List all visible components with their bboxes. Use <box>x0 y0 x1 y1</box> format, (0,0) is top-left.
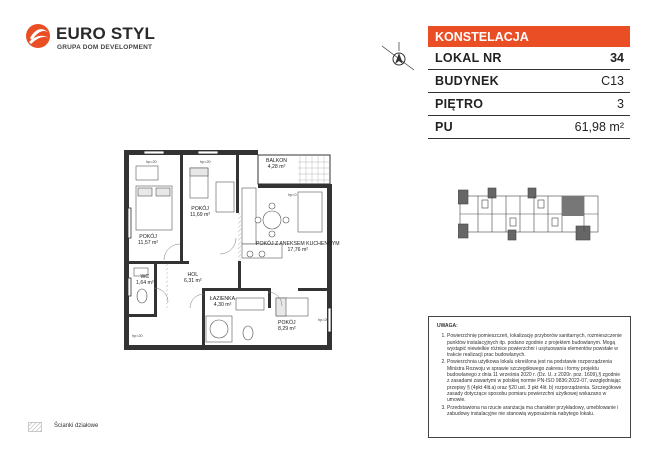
info-row-floor <box>428 93 630 116</box>
partition-wall-swatch-icon <box>28 422 42 432</box>
info-row-unit-number <box>428 47 630 70</box>
room-label-wc <box>136 274 154 286</box>
room-area: 4,30 m² <box>213 302 232 308</box>
note-item: 3. Przedstawiona na rzucie aranżacja ma charakter przykładowy, umeblowanie i zabudowy instalacyjne nie stanowią wyposażenia nabytego lokalu. <box>447 405 622 418</box>
notes-box <box>428 316 631 438</box>
brand-tagline: GRUPA DOM DEVELOPMENT <box>57 44 153 51</box>
info-value: C13 <box>601 74 624 88</box>
info-key: PIĘTRO <box>435 97 484 111</box>
room-area: 17,76 m² <box>287 247 309 253</box>
project-name: KONSTELACJA <box>428 26 630 47</box>
height-mark: hp=20 <box>132 334 143 338</box>
room-label-hol <box>184 272 202 284</box>
eurostyl-logo-icon <box>24 22 52 50</box>
room-label-lazienka <box>210 296 235 308</box>
room-label-pokoj-3 <box>278 320 296 332</box>
room-name: ŁAZIENKA <box>210 296 236 302</box>
room-name: WC <box>140 274 150 280</box>
floor-plan <box>118 148 350 356</box>
room-area: 6,31 m² <box>184 278 202 284</box>
info-row-usable-area <box>428 116 630 139</box>
building-location-minimap <box>458 186 600 242</box>
height-mark: hp=20 <box>146 160 157 164</box>
room-name: POKÓJ <box>191 206 209 212</box>
room-area: 11,69 m² <box>190 212 211 218</box>
room-name: POKÓJ Z ANEKSEM KUCHENNYM <box>256 241 340 247</box>
room-area: 8,29 m² <box>278 326 296 332</box>
info-key: BUDYNEK <box>435 74 499 88</box>
height-mark: hp=20 <box>318 318 329 322</box>
height-mark: hp=0 <box>288 193 297 197</box>
note-item: 1. Powierzchnię pomieszczeń, lokalizację przyborów sanitarnych, rozmieszczenie punktów instalacyjnych itp. podano zgodnie z projektem budowlanym. Mogą wystąpić niewielkie różnice powierzchni i usytuowania elementów powstałe w trakcie realizacji prac budowlanych. <box>447 333 622 358</box>
room-area: 1,64 m² <box>136 280 154 286</box>
legend-label: Ścianki działowe <box>54 423 99 429</box>
room-area: 11,57 m² <box>138 240 159 246</box>
info-key: PU <box>435 120 453 134</box>
height-mark: hp=20 <box>200 160 211 164</box>
info-value: 34 <box>610 51 624 65</box>
info-key: LOKAL NR <box>435 51 502 65</box>
room-label-pokoj-1 <box>138 234 158 246</box>
room-label-balkon <box>266 158 287 170</box>
room-name: POKÓJ <box>139 234 157 240</box>
highlighted-unit <box>562 196 584 216</box>
brand-name: EURO STYL <box>56 24 156 43</box>
north-compass-icon <box>378 38 418 78</box>
notes-title: UWAGA: <box>437 323 458 329</box>
room-name: HOL <box>187 272 199 278</box>
room-label-salon <box>256 241 340 253</box>
info-value: 3 <box>617 97 624 111</box>
info-row-building <box>428 70 630 93</box>
room-name: BALKON <box>266 158 288 164</box>
room-label-pokoj-2 <box>190 206 210 218</box>
unit-info-table <box>428 26 630 139</box>
brand-logo <box>24 22 154 58</box>
info-value: 61,98 m² <box>574 120 624 134</box>
room-area: 4,28 m² <box>267 164 286 170</box>
note-item: 2. Powierzchnia użytkowa lokalu określona jest na podstawie rozporządzenia Ministra Rozwoju w sprawie szczegółowego zakresu i formy projektu budowlanego z dnia 11 września 2020 r. (Dz. U. z 2020r. poz. 1609),§ zgodnie z zasadami zawartymi w polskiej normie PN-ISO 9836:2022-07, uwzględniając przepisy § (4pkt 4lit.a) oraz §20 ust. 3 pkt 4lit. b) rozporządzenia. Szczegółowe zasady dotyczące sposobu pomiaru powierzchni użytkowej wskazano w umowie. <box>447 359 622 403</box>
room-name: POKÓJ <box>278 320 296 326</box>
